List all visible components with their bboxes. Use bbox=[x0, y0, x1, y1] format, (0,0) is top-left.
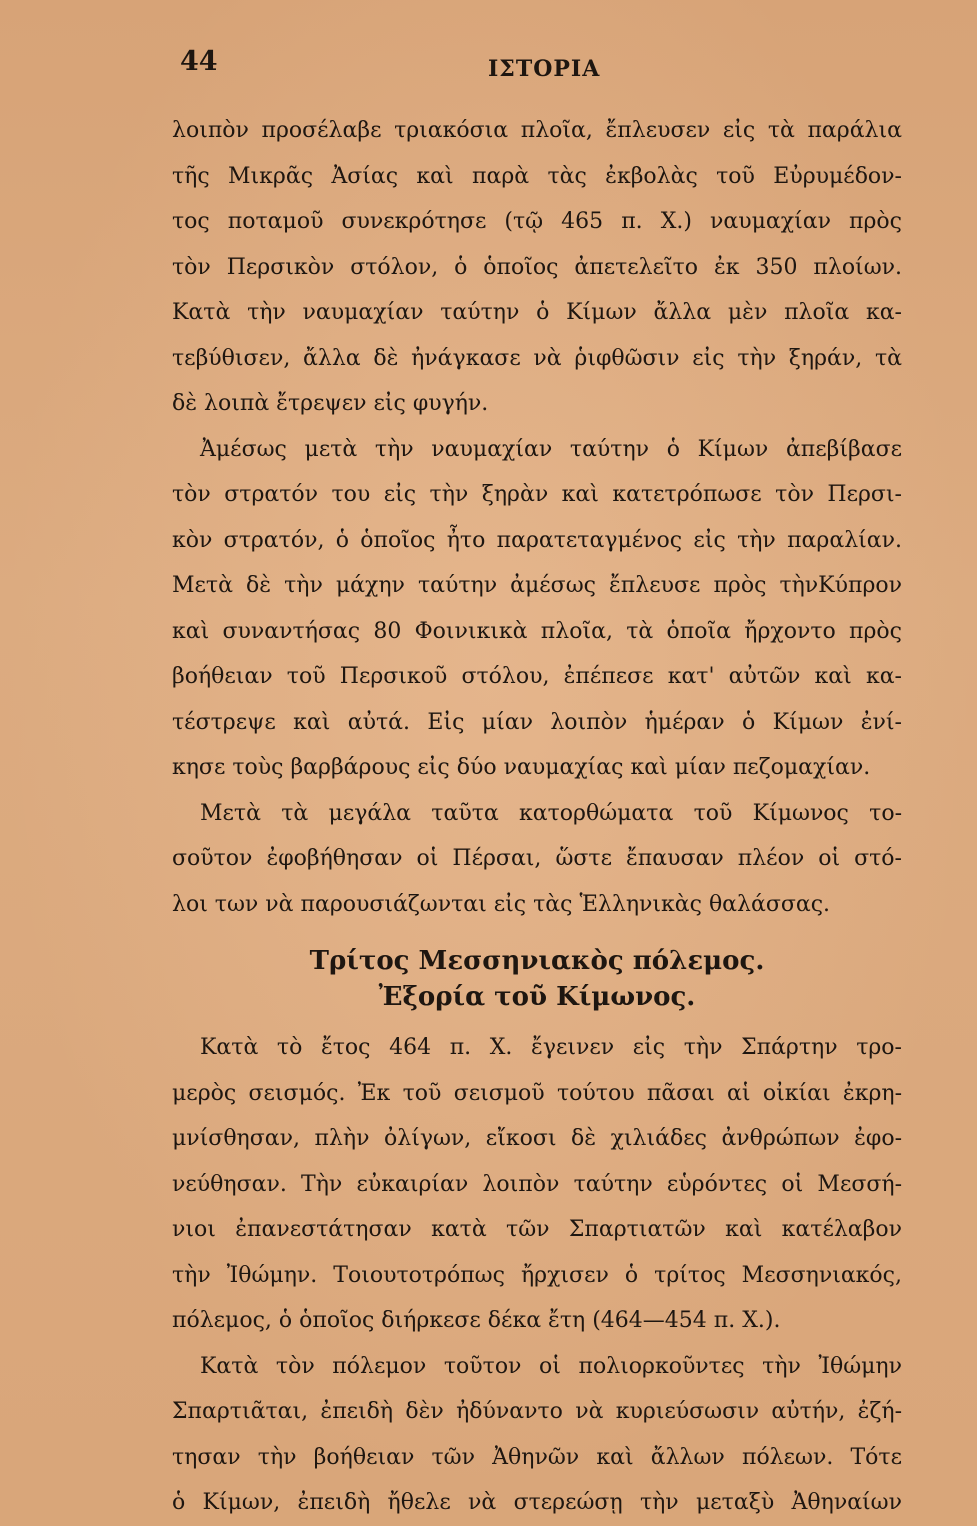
text-line: βοήθειαν τοῦ Περσικοῦ στόλου, ἐπέπεσε κατ' αὐτῶν καὶ κα- bbox=[172, 664, 902, 689]
text-line: Κατὰ τὴν ναυμαχίαν ταύτην ὁ Κίμων ἄλλα μὲν πλοῖα κα- bbox=[172, 300, 902, 325]
text-line: τησαν τὴν βοήθειαν τῶν Ἀθηνῶν καὶ ἄλλων πόλεων. Τότε bbox=[172, 1444, 902, 1470]
text-line: τέστρεψε καὶ αὐτά. Εἰς μίαν λοιπὸν ἡμέραν ὁ Κίμων ἐνί- bbox=[172, 709, 902, 735]
paragraph-5 bbox=[172, 1344, 902, 1526]
section-heading bbox=[172, 943, 902, 1015]
paragraph-2 bbox=[172, 427, 902, 791]
running-title: ΙΣΤΟΡΙΑ bbox=[488, 56, 601, 82]
text-line: πόλεμος, ὁ ὁποῖος διήρκεσε δέκα ἔτη (464—454 π. Χ.). bbox=[172, 1308, 781, 1333]
text-line: μερὸς σεισμός. Ἐκ τοῦ σεισμοῦ τούτου πᾶσαι αἱ οἰκίαι ἐκρη- bbox=[172, 1080, 902, 1106]
text-line: Μετὰ δὲ τὴν μάχην ταύτην ἀμέσως ἔπλευσε πρὸς τὴνΚύπρον bbox=[172, 573, 902, 598]
text-line: κὸν στρατόν, ὁ ὁποῖος ἦτο παρατεταγμένος εἰς τὴν παραλίαν. bbox=[172, 527, 902, 553]
body-text bbox=[172, 108, 902, 1526]
text-line: Σπαρτιᾶται, ἐπειδὴ δὲν ἠδύναντο νὰ κυριεύσωσιν αὐτήν, ἐζή- bbox=[172, 1399, 902, 1424]
text-line: Κατὰ τὸν πόλεμον τοῦτον οἱ πολιορκοῦντες τὴν Ἰθώμην bbox=[200, 1353, 902, 1379]
text-line: νεύθησαν. Τὴν εὐκαιρίαν λοιπὸν ταύτην εὑρόντες οἱ Μεσσή- bbox=[172, 1171, 902, 1197]
text-line: δὲ λοιπὰ ἔτρεψεν εἰς φυγήν. bbox=[172, 391, 489, 416]
text-line: τος ποταμοῦ συνεκρότησε (τῷ 465 π. Χ.) ναυμαχίαν πρὸς bbox=[172, 209, 902, 234]
text-line: Κατὰ τὸ ἔτος 464 π. Χ. ἔγεινεν εἰς τὴν Σπάρτην τρο- bbox=[200, 1035, 902, 1060]
text-line: τὸν Περσικὸν στόλον, ὁ ὁποῖος ἀπετελεῖτο ἐκ 350 πλοίων. bbox=[172, 254, 902, 280]
section-heading-subtitle: Ἐξορία τοῦ Κίμωνος. bbox=[378, 982, 696, 1012]
text-line: τὴν Ἰθώμην. Τοιουτοτρόπως ἤρχισεν ὁ τρίτος Μεσσηνιακός, bbox=[172, 1262, 902, 1288]
text-line: κησε τοὺς βαρβάρους εἰς δύο ναυμαχίας καὶ μίαν πεζομαχίαν. bbox=[172, 755, 871, 780]
paragraph-1 bbox=[172, 108, 902, 427]
text-line: Ἀμέσως μετὰ τὴν ναυμαχίαν ταύτην ὁ Κίμων ἀπεβίβασε bbox=[200, 436, 902, 462]
text-line: ὁ Κίμων, ἐπειδὴ ἤθελε νὰ στερεώσῃ τὴν μεταξὺ Ἀθηναίων bbox=[172, 1490, 902, 1515]
paragraph-4 bbox=[172, 1025, 902, 1344]
text-line: καὶ συναντήσας 80 Φοινικικὰ πλοῖα, τὰ ὁποῖα ἤρχοντο πρὸς bbox=[172, 618, 902, 644]
text-line: Μετὰ τὰ μεγάλα ταῦτα κατορθώματα τοῦ Κίμωνος το- bbox=[200, 800, 902, 826]
text-line: μνίσθησαν, πλὴν ὀλίγων, εἴκοσι δὲ χιλιάδες ἀνθρώπων ἐφο- bbox=[172, 1126, 902, 1151]
text-line: τὸν στρατόν του εἰς τὴν ξηρὰν καὶ κατετρόπωσε τὸν Περσι- bbox=[172, 482, 902, 507]
paragraph-3 bbox=[172, 791, 902, 928]
page-number: 44 bbox=[180, 46, 218, 77]
text-line: τῆς Μικρᾶς Ἀσίας καὶ παρὰ τὰς ἐκβολὰς τοῦ Εὐρυμέδον- bbox=[172, 163, 902, 189]
text-line: λοι των νὰ παρουσιάζωνται εἰς τὰς Ἑλληνικὰς θαλάσσας. bbox=[172, 891, 831, 917]
section-heading-title: Τρίτος Μεσσηνιακὸς πόλεμος. bbox=[309, 946, 765, 976]
text-line: νιοι ἐπανεστάτησαν κατὰ τῶν Σπαρτιατῶν καὶ κατέλαβον bbox=[172, 1217, 902, 1242]
text-line: λοιπὸν προσέλαβε τριακόσια πλοῖα, ἔπλευσεν εἰς τὰ παράλια bbox=[172, 118, 902, 143]
text-line: τεβύθισεν, ἄλλα δὲ ἠνάγκασε νὰ ῥιφθῶσιν εἰς τὴν ξηράν, τὰ bbox=[172, 345, 902, 371]
text-line: σοῦτον ἐφοβήθησαν οἱ Πέρσαι, ὥστε ἔπαυσαν πλέον οἱ στό- bbox=[172, 846, 902, 871]
